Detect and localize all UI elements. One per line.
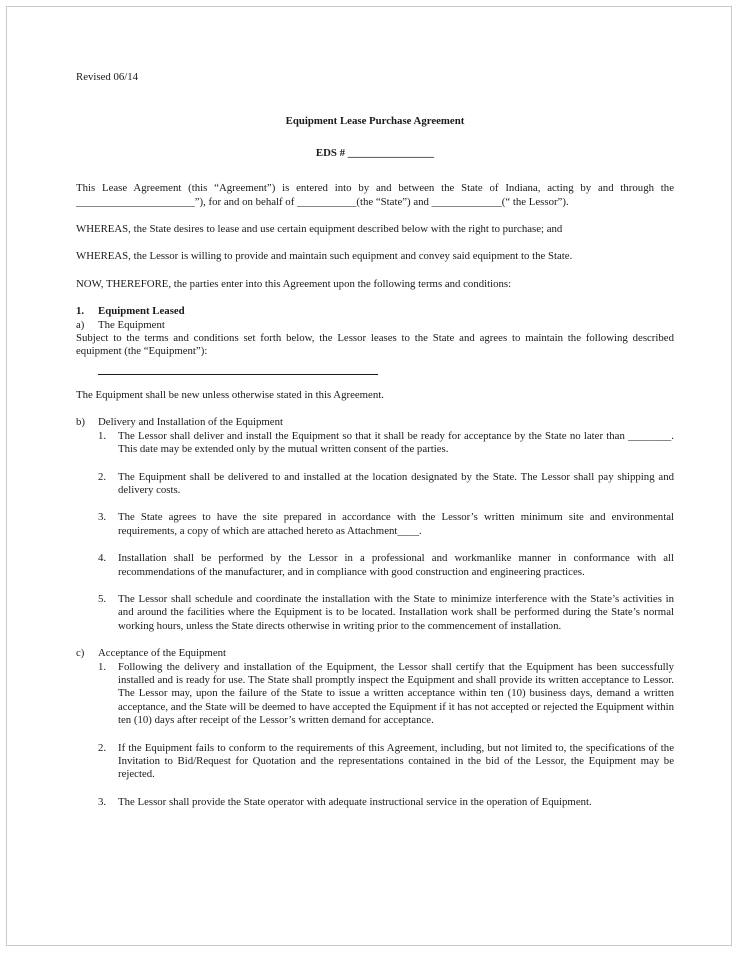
subsection-b-heading (76, 416, 674, 429)
whereas-paragraph-2: WHEREAS, the Lessor is willing to provide and maintain such equipment and convey said equipment to the State. (76, 250, 573, 263)
section-1-number: 1. (76, 305, 85, 318)
list-item: 3. The Lessor shall provide the State operator with adequate instructional service in the operation of Equipment. (98, 795, 592, 808)
list-item: 1. Following the delivery and installation of the Equipment, the Lessor shall certify that the Equipment has been successfully installed and is ready for use. The State shall promptly inspect the Equipment and shall provide its written acceptance to Lessor. The Lessor may, upon the failure of the State to issue a written acceptance within ten (10) business days, demand a written acceptance, and the State will be deemed to have accepted the Equipment if it has not accepted or rejected the Equipment within ten (10) days after receipt of the Lessor’s written demand for acceptance. (98, 660, 674, 727)
eds-number: EDS # ________________ (315, 146, 435, 159)
list-item: 2. If the Equipment fails to conform to the requirements of this Agreement, including, but not limited to, the specifications of the Invitation to Bid/Request for Quotation and the representations contained in the bid of the Lessor, the Equipment may be rejected. (98, 741, 674, 781)
list-item: 5. The Lessor shall schedule and coordinate the installation with the State to minimize interference with the State’s activities in and around the facilities where the Equipment is to be located. Installation work shall be performed during the State’s normal working hours, unless the State directs otherwise in writing prior to the commencement of installation. (98, 592, 674, 632)
list-item: 4. Installation shall be performed by the Lessor in a professional and workmanlike manner in conformance with all recommendations of the manufacturer, and in compliance with good construction and engineering practices. (98, 552, 674, 578)
subsection-c-title: Acceptance of the Equipment (98, 647, 227, 660)
subsection-a-label: a) (76, 318, 85, 331)
section-1-title: Equipment Leased (98, 305, 185, 318)
section-1-heading (76, 305, 674, 318)
document-title: Equipment Lease Purchase Agreement (285, 115, 465, 128)
subsection-a-title: The Equipment (98, 318, 165, 331)
revision-label: Revised 06/14 (76, 71, 139, 83)
intro-paragraph: This Lease Agreement (this “Agreement”) is entered into by and between the State of Indiana, acting by and through the ______________________”), for and on behalf of ___________(the “State”) and _____________(“ the Lessor”). (76, 182, 674, 208)
subsection-b-label: b) (76, 416, 85, 429)
subsection-c-heading (76, 647, 674, 660)
equipment-description-blank (98, 361, 378, 375)
list-item: 2. The Equipment shall be delivered to and installed at the location designated by the State. The Lessor shall pay shipping and delivery costs. (98, 470, 674, 496)
subsection-a-text: Subject to the terms and conditions set forth below, the Lessor leases to the State and agrees to maintain the following described equipment (the “Equipment”): (76, 332, 674, 358)
now-therefore-paragraph: NOW, THEREFORE, the parties enter into this Agreement upon the following terms and conditions: (76, 277, 512, 290)
list-item: 1. The Lessor shall deliver and install the Equipment so that it shall be ready for acceptance by the State no later than ________. This date may be extended only by the mutual written consent of the parties. (98, 429, 674, 456)
subsection-b-title: Delivery and Installation of the Equipment (98, 416, 283, 429)
document-page (6, 6, 732, 946)
list-item: 3. The State agrees to have the site prepared in accordance with the Lessor’s written minimum site and environmental requirements, a copy of which are attached hereto as Attachment____. (98, 511, 674, 537)
whereas-paragraph-1: WHEREAS, the State desires to lease and use certain equipment described below with the right to purchase; and (76, 223, 563, 236)
document-body (76, 71, 674, 823)
subsection-a-heading (76, 319, 674, 332)
subsection-a-note: The Equipment shall be new unless otherwise stated in this Agreement. (76, 388, 384, 401)
subsection-c-label: c) (76, 647, 85, 660)
